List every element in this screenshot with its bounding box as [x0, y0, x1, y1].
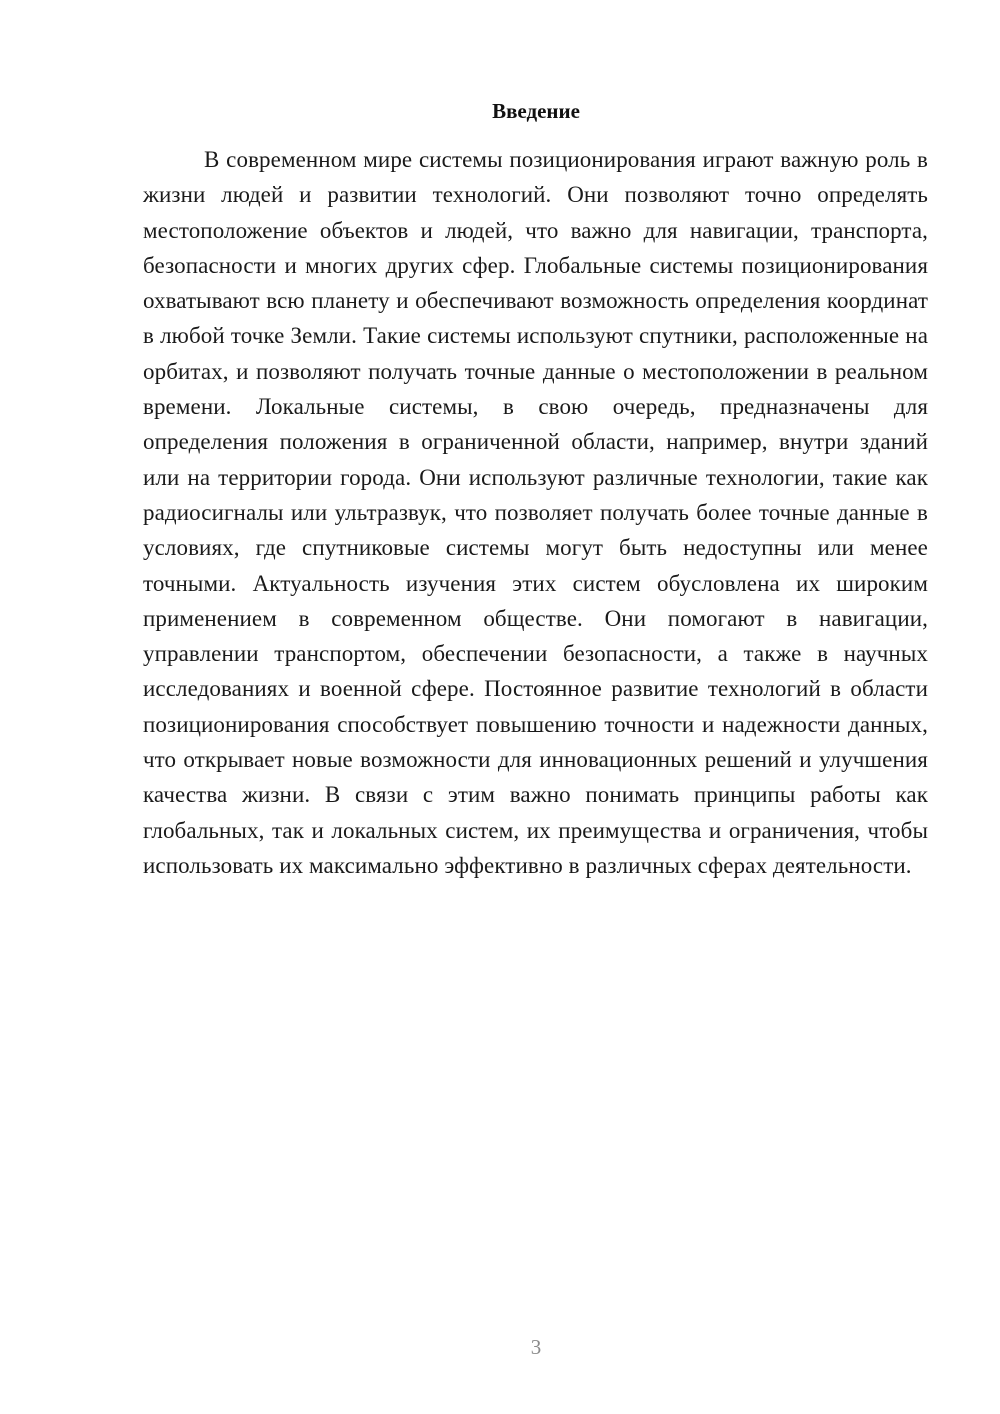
body-paragraph: В современном мире системы позиционирования играют важную роль в жизни людей и развитии технологий. Они позволяют точно определять местоположение объектов и людей, что важно для навигации, транспорта, безопасности и многих других сфер. Глобальные системы позиционирования охватывают всю планету и обеспечивают возможность определения координат в любой точке Земли. Такие системы используют спутники, расположенные на орбитах, и позволяют получать точные данные о местоположении в реальном времени. Локальные системы, в свою очередь, предназначены для определения положения в ограниченной области, например, внутри зданий или на территории города. Они используют различные технологии, такие как радиосигналы или ультразвук, что позволяет получать более точные данные в условиях, где спутниковые системы могут быть недоступны или менее точными. Актуальность изучения этих систем обусловлена их широким применением в современном обществе. Они помогают в навигации, управлении транспортом, обеспечении безопасности, а также в научных исследованиях и военной сфере. Постоянное развитие технологий в области позиционирования способствует повышению точности и надежности данных, что открывает новые возможности для инновационных решений и улучшения качества жизни. В связи с этим важно понимать принципы работы как глобальных, так и локальных систем, их преимущества и ограничения, чтобы использовать их максимально эффективно в различных сферах деятельности. — [143, 147, 928, 878]
section-heading: Введение — [492, 99, 580, 123]
page-number: 3 — [530, 1335, 542, 1359]
